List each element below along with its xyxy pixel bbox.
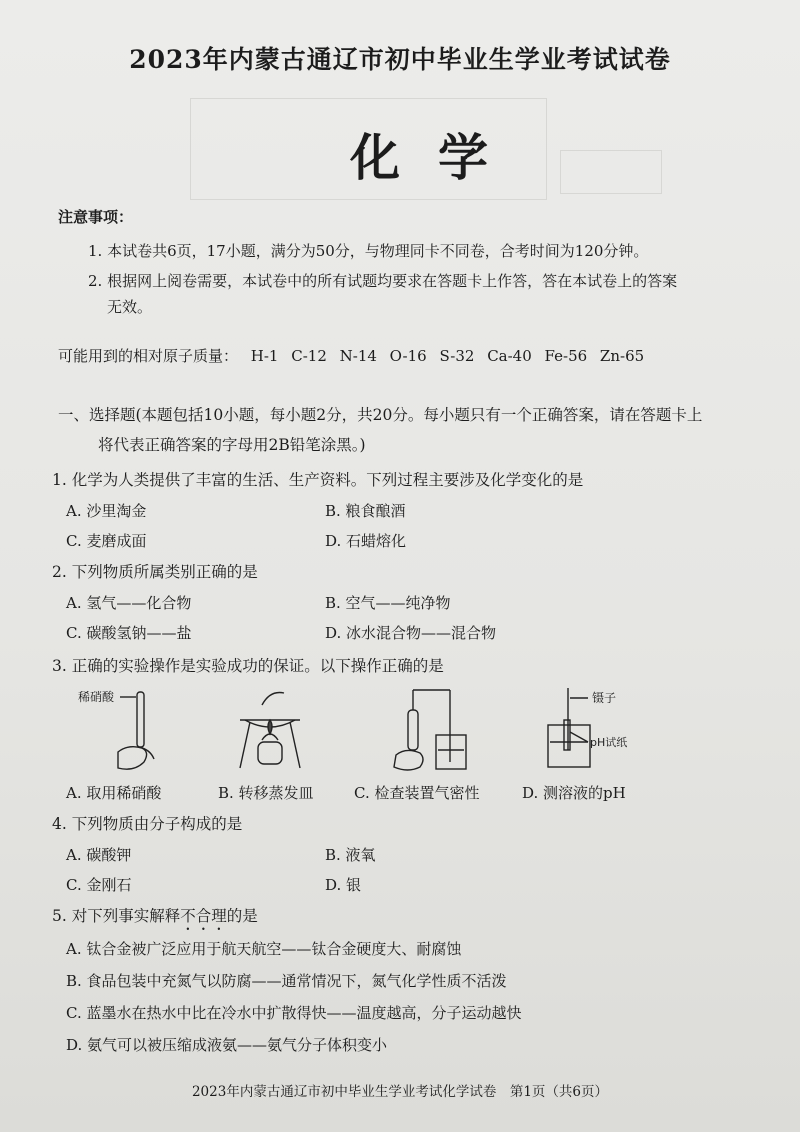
question-stem bbox=[52, 904, 258, 934]
question-stem-start: 5. 对下列事实解释 bbox=[52, 907, 181, 925]
notice-item: 无效。 bbox=[107, 298, 153, 316]
question-stem: 1. 化学为人类提供了丰富的生活、生产资料。下列过程主要涉及化学变化的是 bbox=[52, 471, 584, 489]
exam-title: 2023年内蒙古通辽市初中毕业生学业考试试卷 bbox=[129, 45, 671, 74]
question-stem: 4. 下列物质由分子构成的是 bbox=[52, 815, 243, 833]
option-c: C. 金刚石 bbox=[66, 876, 132, 894]
figure-b-evaporating-dish bbox=[240, 693, 300, 769]
figure-c-airtightness bbox=[394, 690, 466, 770]
question-stem: 2. 下列物质所属类别正确的是 bbox=[52, 563, 258, 581]
option-c: C. 蓝墨水在热水中比在冷水中扩散得快——温度越高，分子运动越快 bbox=[66, 1004, 522, 1022]
lab-figures bbox=[0, 680, 800, 780]
section-heading bbox=[58, 400, 768, 460]
option-a: A. 碳酸钾 bbox=[66, 846, 132, 864]
section-heading-line: 将代表正确答案的字母用2B铅笔涂黑。) bbox=[98, 436, 366, 454]
notice-heading: 注意事项： bbox=[58, 208, 134, 226]
figure-d-ph-test bbox=[548, 688, 627, 767]
page-footer: 2023年内蒙古通辽市初中毕业生学业考试化学试卷 第1页（共6页） bbox=[191, 1084, 609, 1100]
notice-item: 1. 本试卷共6页，17小题，满分为50分，与物理同卡不同卷，合考时间为120分钟。 bbox=[88, 242, 649, 260]
atomic-masses-line: 可能用到的相对原子质量： H-1 C-12 N-14 O-16 S-32 Ca-40 Fe-56 Zn-65 bbox=[58, 347, 645, 365]
option-a: A. 取用稀硝酸 bbox=[66, 784, 162, 802]
option-a: A. 沙里淘金 bbox=[66, 502, 147, 520]
option-b: B. 空气——纯净物 bbox=[325, 594, 451, 612]
option-d: D. 冰水混合物——混合物 bbox=[325, 624, 497, 642]
option-a: A. 氢气——化合物 bbox=[66, 594, 192, 612]
question-stem-emphasis: 不合理 bbox=[180, 907, 227, 925]
option-d: D. 石蜡熔化 bbox=[325, 532, 407, 550]
option-d: D. 氨气可以被压缩成液氨——氨气分子体积变小 bbox=[66, 1036, 388, 1054]
subject-title: 化学 bbox=[350, 129, 526, 187]
option-b: B. 粮食酿酒 bbox=[325, 502, 406, 520]
figure-a-dropper bbox=[78, 689, 154, 769]
question-stem-end: 的是 bbox=[226, 907, 258, 925]
notice-item: 2. 根据网上阅卷需要，本试卷中的所有试题均要求在答题卡上作答，答在本试卷上的答案 bbox=[88, 272, 678, 290]
option-a: A. 钛合金被广泛应用于航天航空——钛合金硬度大、耐腐蚀 bbox=[66, 940, 462, 958]
label-ph-paper: pH试纸 bbox=[590, 736, 628, 749]
option-c: C. 碳酸氢钠——盐 bbox=[66, 624, 192, 642]
question-stem: 3. 正确的实验操作是实验成功的保证。以下操作正确的是 bbox=[52, 657, 444, 675]
option-c: C. 检查装置气密性 bbox=[354, 784, 480, 802]
option-c: C. 麦磨成面 bbox=[66, 532, 147, 550]
option-d: D. 测溶液的pH bbox=[522, 784, 626, 802]
option-b: B. 转移蒸发皿 bbox=[218, 784, 314, 802]
label-acid: 稀硝酸 bbox=[78, 690, 115, 704]
label-tweezers: 镊子 bbox=[592, 691, 617, 705]
option-d: D. 银 bbox=[325, 876, 362, 894]
option-b: B. 食品包装中充氮气以防腐——通常情况下，氮气化学性质不活泼 bbox=[66, 972, 507, 990]
option-b: B. 液氧 bbox=[325, 846, 376, 864]
section-heading-line: 一、选择题(本题包括10小题，每小题2分，共20分。每小题只有一个正确答案，请在答题卡上 bbox=[58, 406, 703, 424]
